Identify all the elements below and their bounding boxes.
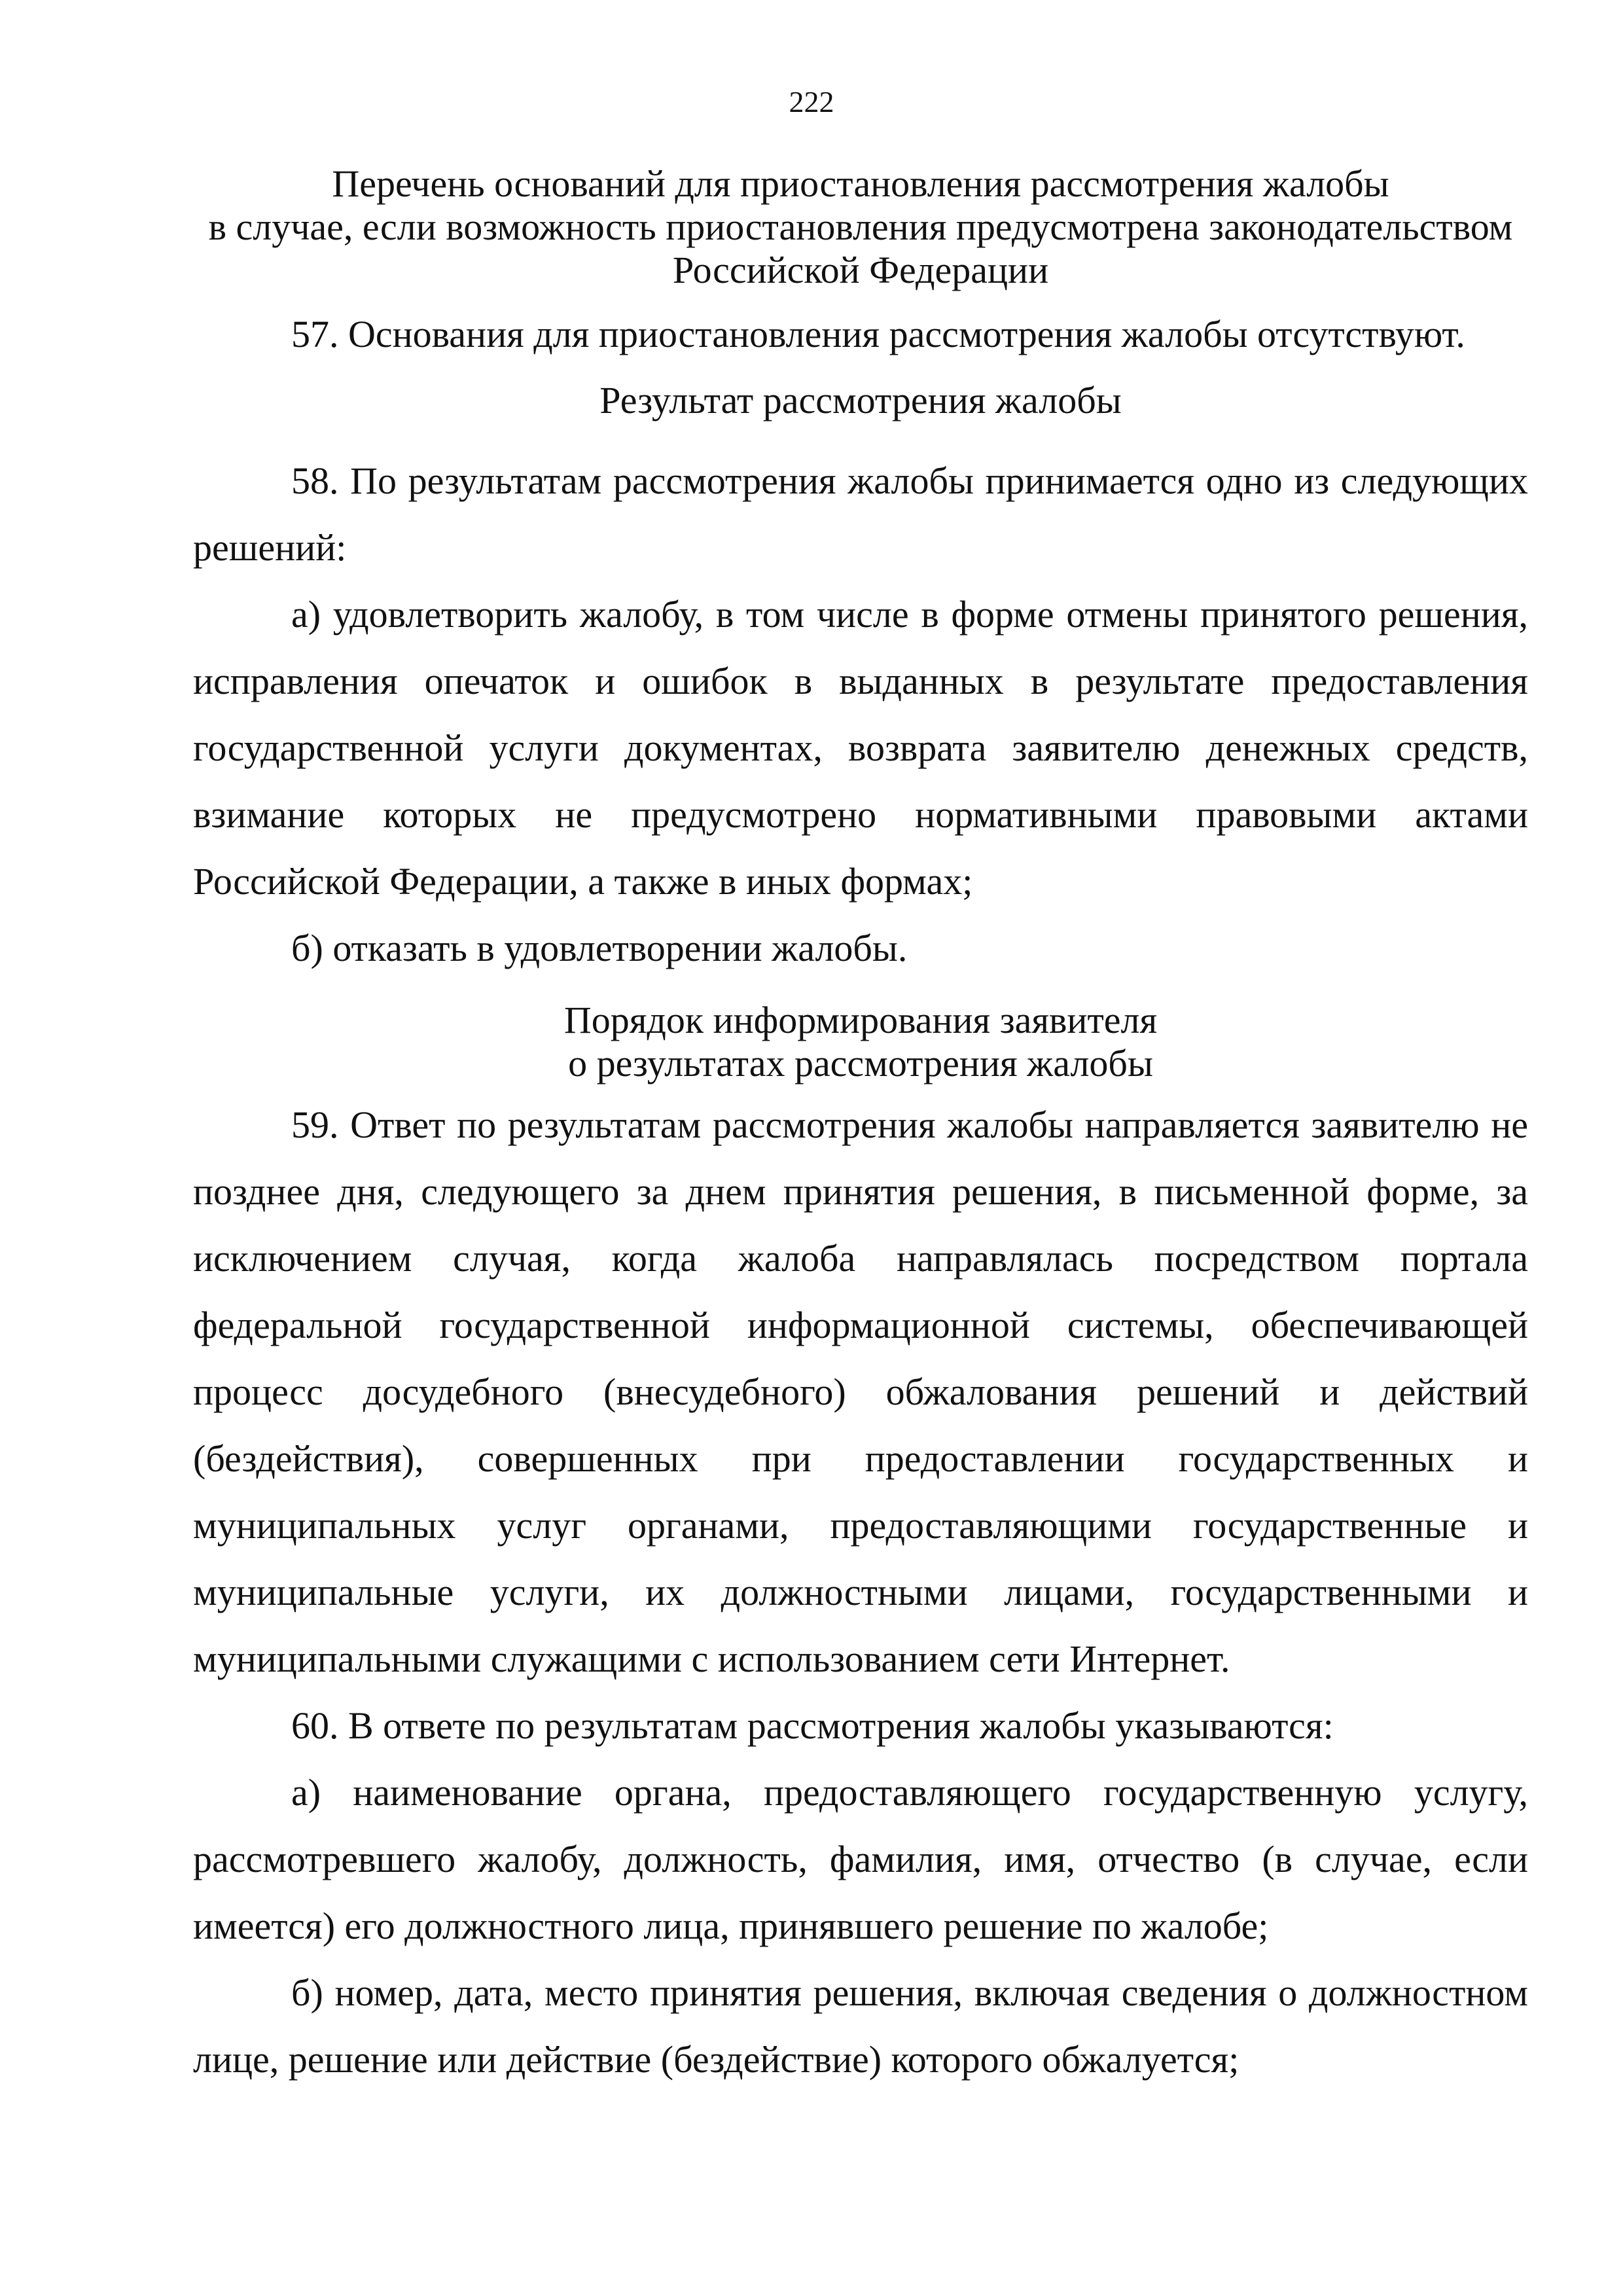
paragraph-58-a: а) удовлетворить жалобу, в том числе в форме отмены принятого решения, исправления опечаток и ошибок в выданных в результате предоставления государственной услуги документах, возврата заявителю денежных средств, взимание которых не предусмотрено нормативными правовыми актами Российской Федерации, а также в иных формах; [193,593,1528,903]
document-body [193,157,1528,2093]
heading-informing-applicant [193,999,1528,1085]
page-number: 222 [789,85,834,118]
heading-line: Порядок информирования заявителя [563,999,1158,1041]
paragraph-60-b: б) номер, дата, место принятия решения, включая сведения о должностном лице, решение или действие (бездействие) которого обжалуется; [193,1971,1528,2081]
paragraph-58-b: б) отказать в удовлетворении жалобы. [291,927,908,969]
paragraph-58: 58. По результатам рассмотрения жалобы принимается одно из следующих решений: [193,459,1528,569]
heading-line: в случае, если возможность приостановления предусмотрена законодательством [208,206,1513,248]
heading-line: Российской Федерации [672,249,1049,291]
heading-suspension-grounds [193,162,1528,292]
heading-line: Перечень оснований для приостановления рассмотрения жалобы [332,162,1389,205]
heading-line: о результатах рассмотрения жалобы [568,1042,1153,1085]
heading-complaint-result: Результат рассмотрения жалобы [599,379,1122,422]
paragraph-60-a: а) наименование органа, предоставляющего государственную услугу, рассмотревшего жалобу, должность, фамилия, имя, отчество (в случае, если имеется) его должностного лица, принявшего решение по жалобе; [193,1771,1528,1947]
paragraph-60: 60. В ответе по результатам рассмотрения жалобы указываются: [291,1704,1334,1747]
paragraph-59: 59. Ответ по результатам рассмотрения жалобы направляется заявителю не позднее дня, следующего за днем принятия решения, в письменной форме, за исключением случая, когда жалоба направлялась посредством портала федеральной государственной информационной системы, обеспечивающей процесс досудебного (внесудебного) обжалования решений и действий (бездействия), совершенных при предоставлении государственных и муниципальных услуг органами, предоставляющими государственные и муниципальные услуги, их должностными лицами, государственными и муниципальными служащими с использованием сети Интернет. [193,1103,1528,1680]
paragraph-57: 57. Основания для приостановления рассмотрения жалобы отсутствуют. [291,313,1465,355]
